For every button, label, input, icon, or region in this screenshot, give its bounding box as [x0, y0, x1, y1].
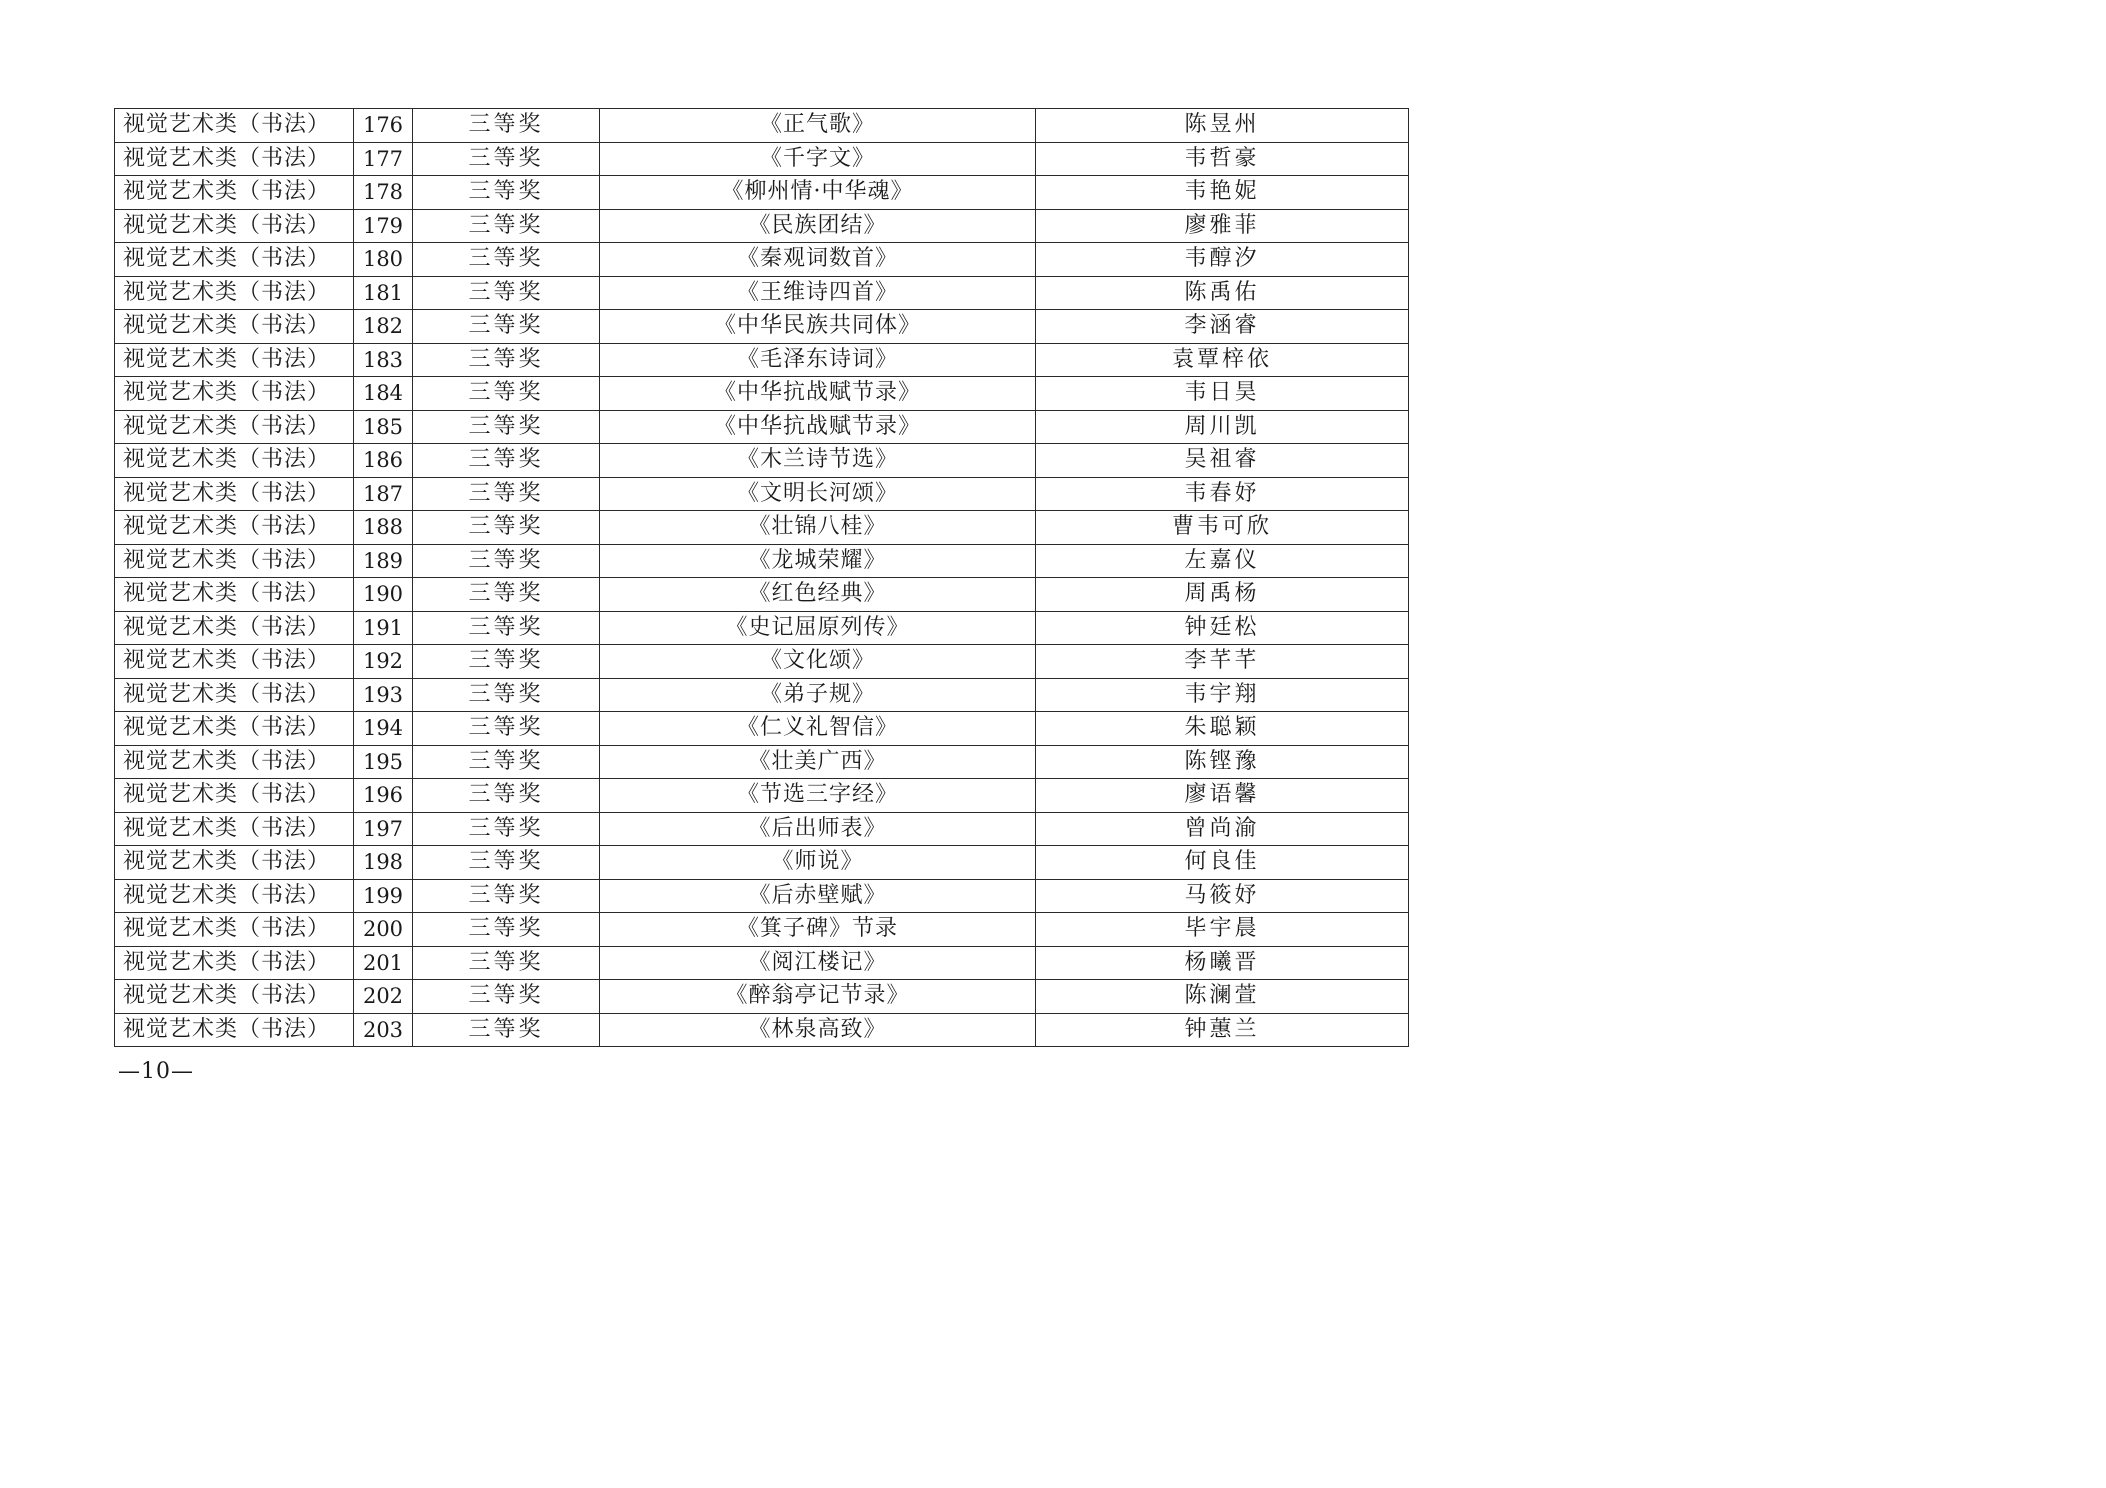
work-title-cell: 《木兰诗节选》: [600, 444, 1036, 478]
student-name-cell: 朱聪颖: [1036, 712, 1409, 746]
award-table-body: [115, 109, 1409, 1047]
work-title-cell: 《龙城荣耀》: [600, 544, 1036, 578]
table-row: [115, 1013, 1409, 1047]
number-cell: 184: [354, 377, 413, 411]
award-level-cell: 三等奖: [413, 142, 600, 176]
number-cell: 200: [354, 913, 413, 947]
table-row: [115, 946, 1409, 980]
page-number: —10—: [118, 1059, 194, 1084]
table-row: [115, 712, 1409, 746]
number-cell: 190: [354, 578, 413, 612]
award-level-cell: 三等奖: [413, 712, 600, 746]
category-cell: 视觉艺术类（书法）: [115, 444, 354, 478]
student-name-cell: 钟廷松: [1036, 611, 1409, 645]
category-cell: 视觉艺术类（书法）: [115, 176, 354, 210]
work-title-cell: 《民族团结》: [600, 209, 1036, 243]
number-cell: 198: [354, 846, 413, 880]
student-name-cell: 陈禹佑: [1036, 276, 1409, 310]
table-row: [115, 109, 1409, 143]
award-level-cell: 三等奖: [413, 410, 600, 444]
category-cell: 视觉艺术类（书法）: [115, 779, 354, 813]
award-level-cell: 三等奖: [413, 109, 600, 143]
work-title-cell: 《后赤壁赋》: [600, 879, 1036, 913]
category-cell: 视觉艺术类（书法）: [115, 846, 354, 880]
work-title-cell: 《正气歌》: [600, 109, 1036, 143]
work-title-cell: 《师说》: [600, 846, 1036, 880]
work-title-cell: 《林泉高致》: [600, 1013, 1036, 1047]
category-cell: 视觉艺术类（书法）: [115, 712, 354, 746]
student-name-cell: 廖语馨: [1036, 779, 1409, 813]
work-title-cell: 《箕子碑》节录: [600, 913, 1036, 947]
table-row: [115, 779, 1409, 813]
student-name-cell: 袁覃梓依: [1036, 343, 1409, 377]
number-cell: 188: [354, 511, 413, 545]
award-level-cell: 三等奖: [413, 310, 600, 344]
category-cell: 视觉艺术类（书法）: [115, 980, 354, 1014]
student-name-cell: 周川凯: [1036, 410, 1409, 444]
table-row: [115, 678, 1409, 712]
table-row: [115, 310, 1409, 344]
award-level-cell: 三等奖: [413, 980, 600, 1014]
work-title-cell: 《王维诗四首》: [600, 276, 1036, 310]
number-cell: 195: [354, 745, 413, 779]
award-level-cell: 三等奖: [413, 645, 600, 679]
table-row: [115, 176, 1409, 210]
category-cell: 视觉艺术类（书法）: [115, 109, 354, 143]
award-level-cell: 三等奖: [413, 812, 600, 846]
number-cell: 176: [354, 109, 413, 143]
student-name-cell: 左嘉仪: [1036, 544, 1409, 578]
table-row: [115, 343, 1409, 377]
table-row: [115, 879, 1409, 913]
student-name-cell: 杨曦晋: [1036, 946, 1409, 980]
number-cell: 189: [354, 544, 413, 578]
award-level-cell: 三等奖: [413, 176, 600, 210]
category-cell: 视觉艺术类（书法）: [115, 611, 354, 645]
student-name-cell: 韦艳妮: [1036, 176, 1409, 210]
table-row: [115, 444, 1409, 478]
category-cell: 视觉艺术类（书法）: [115, 913, 354, 947]
category-cell: 视觉艺术类（书法）: [115, 276, 354, 310]
work-title-cell: 《秦观词数首》: [600, 243, 1036, 277]
category-cell: 视觉艺术类（书法）: [115, 377, 354, 411]
award-level-cell: 三等奖: [413, 879, 600, 913]
work-title-cell: 《节选三字经》: [600, 779, 1036, 813]
award-level-cell: 三等奖: [413, 243, 600, 277]
work-title-cell: 《文明长河颂》: [600, 477, 1036, 511]
category-cell: 视觉艺术类（书法）: [115, 544, 354, 578]
number-cell: 192: [354, 645, 413, 679]
table-row: [115, 209, 1409, 243]
award-level-cell: 三等奖: [413, 1013, 600, 1047]
table-row: [115, 645, 1409, 679]
work-title-cell: 《中华民族共同体》: [600, 310, 1036, 344]
award-level-cell: 三等奖: [413, 745, 600, 779]
table-row: [115, 276, 1409, 310]
award-list-table: [114, 108, 1409, 1047]
category-cell: 视觉艺术类（书法）: [115, 410, 354, 444]
table-row: [115, 611, 1409, 645]
student-name-cell: 李涵睿: [1036, 310, 1409, 344]
table-row: [115, 142, 1409, 176]
student-name-cell: 韦春妤: [1036, 477, 1409, 511]
category-cell: 视觉艺术类（书法）: [115, 678, 354, 712]
student-name-cell: 李芊芊: [1036, 645, 1409, 679]
student-name-cell: 曾尚渝: [1036, 812, 1409, 846]
number-cell: 194: [354, 712, 413, 746]
number-cell: 196: [354, 779, 413, 813]
table-row: [115, 410, 1409, 444]
table-row: [115, 511, 1409, 545]
number-cell: 186: [354, 444, 413, 478]
number-cell: 202: [354, 980, 413, 1014]
number-cell: 179: [354, 209, 413, 243]
number-cell: 183: [354, 343, 413, 377]
number-cell: 178: [354, 176, 413, 210]
work-title-cell: 《后出师表》: [600, 812, 1036, 846]
number-cell: 181: [354, 276, 413, 310]
work-title-cell: 《阅江楼记》: [600, 946, 1036, 980]
table-row: [115, 846, 1409, 880]
category-cell: 视觉艺术类（书法）: [115, 310, 354, 344]
student-name-cell: 毕宇晨: [1036, 913, 1409, 947]
student-name-cell: 周禹杨: [1036, 578, 1409, 612]
table-row: [115, 745, 1409, 779]
table-row: [115, 812, 1409, 846]
table-row: [115, 980, 1409, 1014]
category-cell: 视觉艺术类（书法）: [115, 812, 354, 846]
award-level-cell: 三等奖: [413, 343, 600, 377]
student-name-cell: 韦哲豪: [1036, 142, 1409, 176]
student-name-cell: 韦醇汐: [1036, 243, 1409, 277]
work-title-cell: 《壮美广西》: [600, 745, 1036, 779]
work-title-cell: 《弟子规》: [600, 678, 1036, 712]
work-title-cell: 《柳州情·中华魂》: [600, 176, 1036, 210]
award-level-cell: 三等奖: [413, 511, 600, 545]
number-cell: 197: [354, 812, 413, 846]
work-title-cell: 《毛泽东诗词》: [600, 343, 1036, 377]
number-cell: 187: [354, 477, 413, 511]
student-name-cell: 马筱妤: [1036, 879, 1409, 913]
number-cell: 180: [354, 243, 413, 277]
category-cell: 视觉艺术类（书法）: [115, 477, 354, 511]
category-cell: 视觉艺术类（书法）: [115, 645, 354, 679]
category-cell: 视觉艺术类（书法）: [115, 142, 354, 176]
number-cell: 182: [354, 310, 413, 344]
work-title-cell: 《文化颂》: [600, 645, 1036, 679]
category-cell: 视觉艺术类（书法）: [115, 343, 354, 377]
category-cell: 视觉艺术类（书法）: [115, 243, 354, 277]
student-name-cell: 韦日昊: [1036, 377, 1409, 411]
award-level-cell: 三等奖: [413, 779, 600, 813]
work-title-cell: 《中华抗战赋节录》: [600, 410, 1036, 444]
award-level-cell: 三等奖: [413, 846, 600, 880]
category-cell: 视觉艺术类（书法）: [115, 1013, 354, 1047]
student-name-cell: 何良佳: [1036, 846, 1409, 880]
category-cell: 视觉艺术类（书法）: [115, 511, 354, 545]
number-cell: 203: [354, 1013, 413, 1047]
award-level-cell: 三等奖: [413, 276, 600, 310]
table-row: [115, 477, 1409, 511]
work-title-cell: 《仁义礼智信》: [600, 712, 1036, 746]
work-title-cell: 《千字文》: [600, 142, 1036, 176]
award-level-cell: 三等奖: [413, 678, 600, 712]
number-cell: 191: [354, 611, 413, 645]
table-row: [115, 377, 1409, 411]
category-cell: 视觉艺术类（书法）: [115, 578, 354, 612]
student-name-cell: 韦宇翔: [1036, 678, 1409, 712]
table-row: [115, 913, 1409, 947]
number-cell: 177: [354, 142, 413, 176]
category-cell: 视觉艺术类（书法）: [115, 745, 354, 779]
student-name-cell: 陈澜萱: [1036, 980, 1409, 1014]
award-level-cell: 三等奖: [413, 578, 600, 612]
work-title-cell: 《壮锦八桂》: [600, 511, 1036, 545]
student-name-cell: 钟蕙兰: [1036, 1013, 1409, 1047]
number-cell: 185: [354, 410, 413, 444]
award-level-cell: 三等奖: [413, 377, 600, 411]
student-name-cell: 陈昱州: [1036, 109, 1409, 143]
student-name-cell: 陈铿豫: [1036, 745, 1409, 779]
work-title-cell: 《中华抗战赋节录》: [600, 377, 1036, 411]
number-cell: 201: [354, 946, 413, 980]
table-row: [115, 243, 1409, 277]
category-cell: 视觉艺术类（书法）: [115, 879, 354, 913]
number-cell: 199: [354, 879, 413, 913]
award-level-cell: 三等奖: [413, 444, 600, 478]
award-level-cell: 三等奖: [413, 544, 600, 578]
award-level-cell: 三等奖: [413, 611, 600, 645]
work-title-cell: 《史记屈原列传》: [600, 611, 1036, 645]
work-title-cell: 《红色经典》: [600, 578, 1036, 612]
award-level-cell: 三等奖: [413, 946, 600, 980]
student-name-cell: 吴祖睿: [1036, 444, 1409, 478]
award-level-cell: 三等奖: [413, 913, 600, 947]
award-level-cell: 三等奖: [413, 209, 600, 243]
table-row: [115, 544, 1409, 578]
table-row: [115, 578, 1409, 612]
student-name-cell: 曹韦可欣: [1036, 511, 1409, 545]
work-title-cell: 《醉翁亭记节录》: [600, 980, 1036, 1014]
number-cell: 193: [354, 678, 413, 712]
award-level-cell: 三等奖: [413, 477, 600, 511]
student-name-cell: 廖雅菲: [1036, 209, 1409, 243]
category-cell: 视觉艺术类（书法）: [115, 209, 354, 243]
category-cell: 视觉艺术类（书法）: [115, 946, 354, 980]
